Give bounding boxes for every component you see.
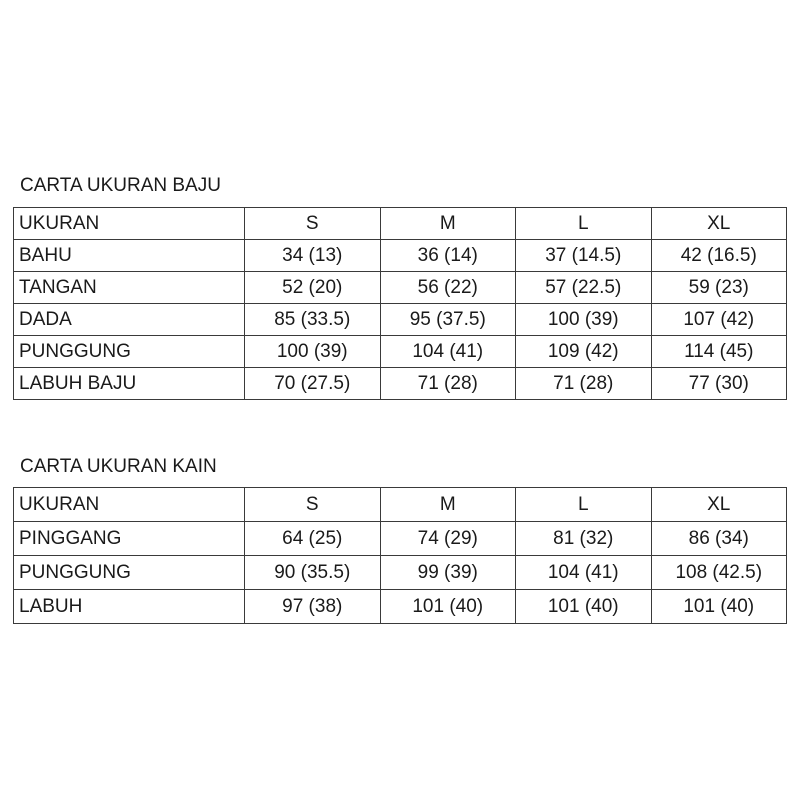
row-label: TANGAN: [14, 272, 245, 304]
table-row: [14, 272, 787, 304]
table-cell: 64 (25): [245, 522, 381, 556]
baju-size-table: [13, 207, 787, 400]
kain-size-table: [13, 487, 787, 624]
table-cell: 81 (32): [516, 522, 652, 556]
header-cell: M: [380, 488, 516, 522]
table-row: [14, 556, 787, 590]
table-row: [14, 304, 787, 336]
row-label: LABUH: [14, 590, 245, 624]
table-header-row: [14, 488, 787, 522]
table-cell: 85 (33.5): [245, 304, 381, 336]
row-label: PUNGGUNG: [14, 336, 245, 368]
header-cell: S: [245, 208, 381, 240]
table-cell: 107 (42): [651, 304, 787, 336]
table-row: [14, 522, 787, 556]
table-cell: 86 (34): [651, 522, 787, 556]
table-cell: 74 (29): [380, 522, 516, 556]
table-cell: 101 (40): [380, 590, 516, 624]
row-label: DADA: [14, 304, 245, 336]
table-cell: 59 (23): [651, 272, 787, 304]
header-cell: L: [516, 488, 652, 522]
table-cell: 71 (28): [516, 368, 652, 400]
table-cell: 100 (39): [516, 304, 652, 336]
table-cell: 37 (14.5): [516, 240, 652, 272]
baju-chart-title: CARTA UKURAN BAJU: [20, 175, 221, 196]
table-cell: 95 (37.5): [380, 304, 516, 336]
row-label: BAHU: [14, 240, 245, 272]
table-cell: 56 (22): [380, 272, 516, 304]
table-cell: 101 (40): [516, 590, 652, 624]
row-label: LABUH BAJU: [14, 368, 245, 400]
table-cell: 108 (42.5): [651, 556, 787, 590]
table-cell: 104 (41): [380, 336, 516, 368]
table-cell: 100 (39): [245, 336, 381, 368]
header-cell: XL: [651, 208, 787, 240]
table-row: [14, 590, 787, 624]
header-cell: L: [516, 208, 652, 240]
table-row: [14, 240, 787, 272]
header-cell: M: [380, 208, 516, 240]
row-label: PINGGANG: [14, 522, 245, 556]
header-cell: S: [245, 488, 381, 522]
row-label: PUNGGUNG: [14, 556, 245, 590]
table-cell: 70 (27.5): [245, 368, 381, 400]
table-row: [14, 368, 787, 400]
header-cell: UKURAN: [14, 208, 245, 240]
table-cell: 90 (35.5): [245, 556, 381, 590]
table-cell: 77 (30): [651, 368, 787, 400]
header-cell: XL: [651, 488, 787, 522]
table-cell: 109 (42): [516, 336, 652, 368]
table-cell: 57 (22.5): [516, 272, 652, 304]
table-cell: 104 (41): [516, 556, 652, 590]
table-cell: 101 (40): [651, 590, 787, 624]
table-row: [14, 336, 787, 368]
table-cell: 71 (28): [380, 368, 516, 400]
table-cell: 36 (14): [380, 240, 516, 272]
table-header-row: [14, 208, 787, 240]
table-cell: 42 (16.5): [651, 240, 787, 272]
table-cell: 99 (39): [380, 556, 516, 590]
header-cell: UKURAN: [14, 488, 245, 522]
kain-chart-title: CARTA UKURAN KAIN: [20, 456, 217, 477]
table-cell: 97 (38): [245, 590, 381, 624]
table-cell: 34 (13): [245, 240, 381, 272]
table-cell: 52 (20): [245, 272, 381, 304]
table-cell: 114 (45): [651, 336, 787, 368]
